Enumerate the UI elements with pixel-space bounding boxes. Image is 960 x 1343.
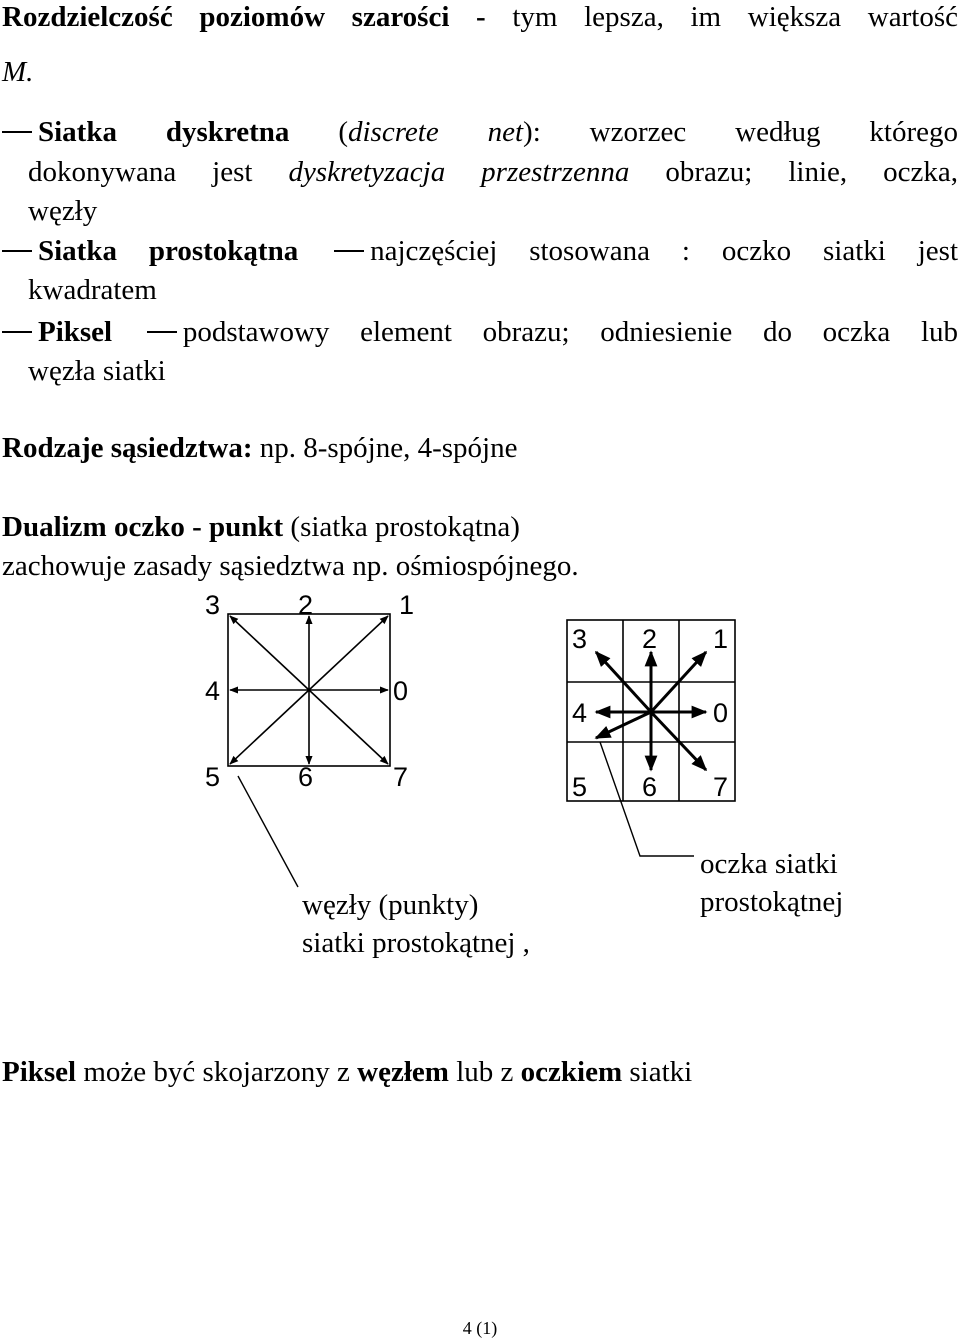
- cell-label-1: 1: [713, 624, 729, 654]
- neighborhood-term: Rodzaje sąsiedztwa:: [2, 432, 253, 464]
- leader-line-nodes: [238, 776, 298, 887]
- discrete-net-desc-2a: dokonywana jest: [28, 156, 289, 188]
- pixel-association-line: [2, 1055, 958, 1089]
- caption-cells-line-2: prostokątnej: [700, 886, 844, 918]
- cell-word: oczkiem: [520, 1056, 623, 1088]
- spatial-discretization-term: dyskretyzacja przestrzenna: [288, 156, 630, 188]
- rect-grid-line-2: kwadratem: [28, 274, 157, 306]
- caption-nodes-line-1: węzły (punkty): [302, 889, 479, 921]
- cell-label-0: 0: [713, 698, 729, 728]
- arrow-to-node-5: [230, 690, 309, 764]
- duality-line-2: zachowuje zasady sąsiedztwa np. ośmiospójnego.: [2, 550, 579, 582]
- resolution-desc: tym lepsza, im większa wartość: [485, 1, 958, 33]
- node-label-4: 4: [205, 676, 221, 706]
- duality-term: Dualizm oczko - punkt: [2, 511, 284, 543]
- cell-label-4: 4: [572, 698, 588, 728]
- paren-open: (: [289, 116, 348, 148]
- node-label-2: 2: [298, 590, 314, 620]
- arrow-to-node-7: [309, 690, 388, 764]
- discrete-net-desc: ): wzorzec według którego: [523, 116, 958, 148]
- resolution-variable: M.: [2, 56, 34, 88]
- rect-grid-desc: najczęściej stosowana : oczko siatki jest: [370, 235, 958, 267]
- node-label-3: 3: [205, 590, 221, 620]
- pixel-term: Piksel: [38, 316, 113, 348]
- arrow-to-node-1: [309, 616, 388, 690]
- page-number: 4 (1): [462, 1318, 498, 1338]
- pixel-word: Piksel: [2, 1056, 77, 1088]
- text-segment: może być skojarzony z: [76, 1056, 358, 1088]
- cell-label-7: 7: [713, 772, 729, 802]
- discrete-net-line-3: węzły: [28, 195, 98, 227]
- node-word: węzłem: [357, 1056, 449, 1088]
- discrete-net-desc-2b: obrazu; linie, oczka,: [629, 156, 958, 188]
- cell-label-3: 3: [572, 624, 588, 654]
- caption-nodes-line-2: siatki prostokątnej ,: [302, 927, 530, 959]
- node-label-1: 1: [399, 590, 415, 620]
- text-segment: siatki: [622, 1056, 693, 1088]
- node-grid-diagram: [228, 614, 390, 766]
- node-label-6: 6: [298, 762, 314, 792]
- pixel-line-2: węzła siatki: [28, 355, 166, 387]
- caption-nodes: [302, 886, 530, 962]
- pixel-desc: podstawowy element obrazu; odniesienie do oczka lub: [182, 316, 958, 348]
- discrete-net-term: Siatka dyskretna: [38, 116, 290, 148]
- arrow-to-node-3: [230, 616, 309, 690]
- resolution-term: Rozdzielczość poziomów szarości -: [2, 1, 486, 33]
- discrete-net-english: discrete net: [347, 116, 524, 148]
- caption-cells-line-1: oczka siatki: [700, 848, 838, 880]
- cell-label-2: 2: [642, 624, 658, 654]
- node-label-7: 7: [393, 762, 409, 792]
- node-label-0: 0: [393, 676, 409, 706]
- cell-label-6: 6: [642, 772, 658, 802]
- neighborhood-desc: np. 8-spójne, 4-spójne: [252, 432, 518, 464]
- text-segment: lub z: [448, 1056, 521, 1088]
- cell-label-5: 5: [572, 772, 588, 802]
- caption-cells: [700, 845, 843, 921]
- node-label-5: 5: [205, 762, 221, 792]
- rect-grid-term: Siatka prostokątna: [38, 235, 299, 267]
- duality-desc: (siatka prostokątna): [283, 511, 520, 543]
